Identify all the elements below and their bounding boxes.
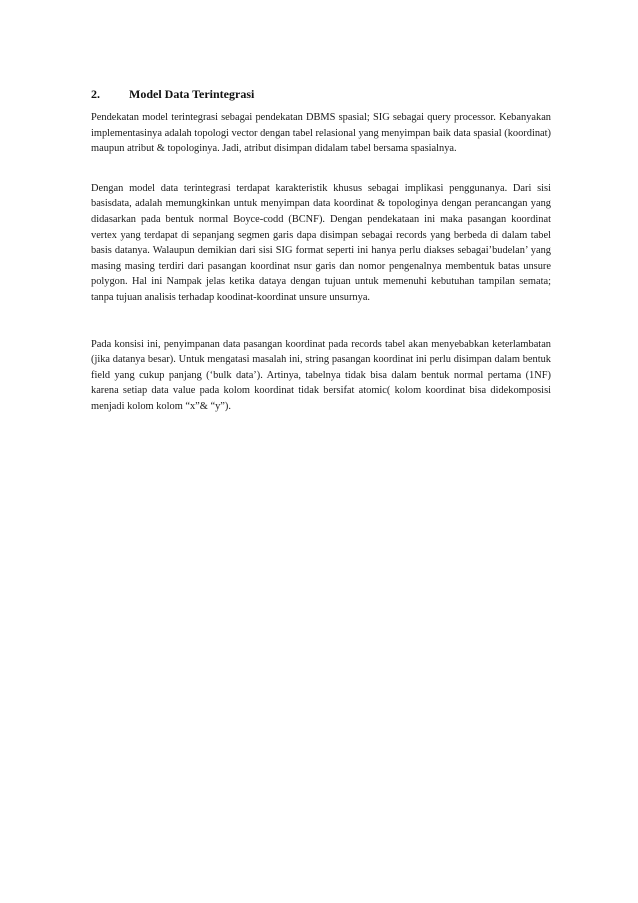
section-number: 2.: [91, 87, 100, 101]
section-title: Model Data Terintegrasi: [129, 87, 255, 101]
paragraph-1: Pendekatan model terintegrasi sebagai pendekatan DBMS spasial; SIG sebagai query processor. Kebanyakan implementasinya adalah topologi vector dengan tabel relasional yang menyimpan baik data spasial (koordinat) maupun atribut & topologinya. Jadi, atribut disimpan didalam tabel bersama spasialnya.: [91, 112, 551, 155]
paragraph-spacer: [91, 306, 551, 337]
paragraph-2: Dengan model data terintegrasi terdapat karakteristik khusus sebagai implikasi penggunanya. Dari sisi basisdata, adalah memungkinkan untuk menyimpan data koordinat & topologinya dengan perancangan yang didasarkan pada bentuk normal Boyce-codd (BCNF). Dengan pendekataan ini maka pasangan koordinat vertex yang terdapat di sepanjang segmen garis dapa disimpan sebagai records yang berbeda di dalam tabel basis datanya. Walaupun demikian dari sisi SIG format seperti ini hanya perlu diakses sebagai’budelan’ yang masing masing terdiri dari pasangan koordinat nsur garis dan nomor pengenalnya membentuk batas unsure polygon. Hal ini Nampak jelas ketika dataya dengan tujuan untuk memenuhi kebutuhan tampilan semata; tanpa tujuan analisis terhadap koodinat-koordinat unsure unsurnya.: [91, 182, 551, 303]
paragraph-spacer: [91, 157, 551, 181]
paragraph-3: Pada konsisi ini, penyimpanan data pasangan koordinat pada records tabel akan menyebabkan keterlambatan (jika datanya besar). Untuk mengatasi masalah ini, string pasangan koordinat ini perlu disimpan dalam bentuk field yang cukup panjang (‘bulk data’). Artinya, tabelnya tidak bisa dalam bentuk normal pertama (1NF) karena setiap data value pada kolom koordinat tidak bersifat atomic( kolom koordinat bisa didekomposisi menjadi kolom kolom “x”& “y”).: [91, 338, 551, 412]
section-heading: [91, 86, 551, 102]
document-page: [91, 86, 551, 415]
